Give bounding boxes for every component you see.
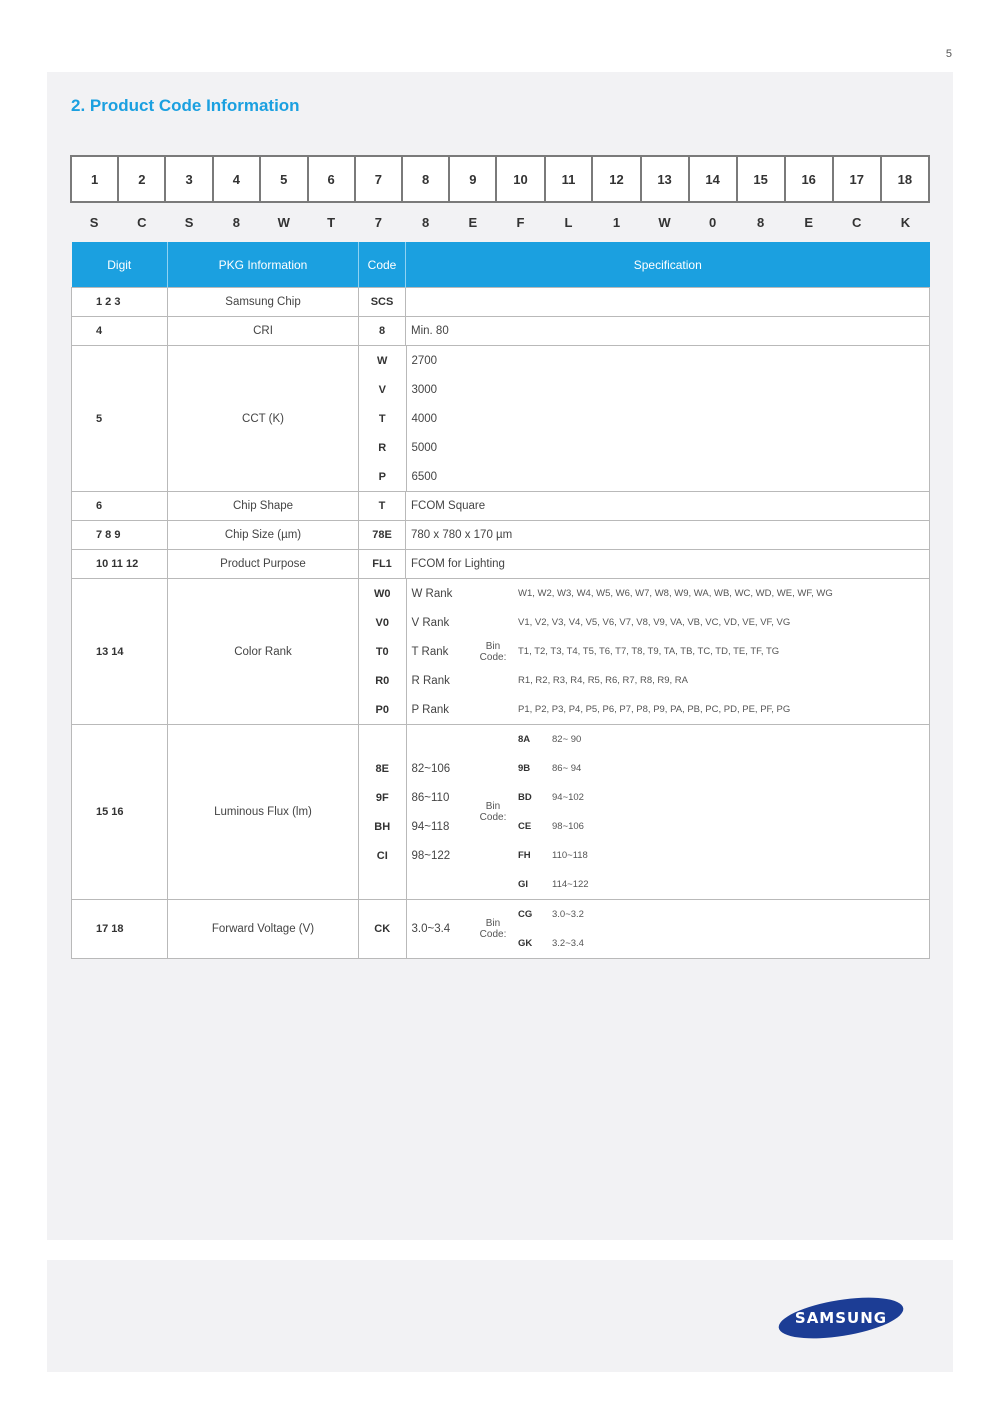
code-cell: T [359, 492, 406, 521]
rank-label: W Rank [406, 579, 468, 608]
code-letter: S [184, 214, 194, 230]
code-letter: K [900, 214, 911, 230]
code-cell: P0 [375, 703, 389, 716]
spec-cell: 5000 [406, 433, 929, 462]
digit-cell: 6 [72, 492, 168, 521]
table-row [72, 900, 930, 959]
bin-code-label: Bin Code: [479, 640, 507, 663]
digit-position: 14 [689, 155, 737, 203]
bin-code-label: Bin Code: [479, 918, 507, 940]
header-digit: Digit [72, 242, 168, 288]
code-cell: 8E [375, 762, 389, 775]
digit-grid [70, 155, 930, 241]
bin-range: 3.2~3.4 [552, 938, 584, 949]
spec-cell: 82~106 [406, 754, 468, 783]
digit-cell: 10 11 12 [72, 550, 168, 579]
table-row [72, 550, 930, 579]
code-letter: C [137, 214, 147, 230]
code-cell: R [378, 441, 387, 454]
info-cell: CCT (K) [168, 346, 359, 492]
spec-cell: 4000 [406, 404, 929, 433]
code-cell: R0 [375, 674, 390, 687]
digit-position: 17 [833, 155, 881, 203]
table-row [72, 288, 930, 317]
digit-position: 15 [737, 155, 785, 203]
digit-position: 7 [355, 155, 402, 203]
code-letter: 1 [612, 214, 621, 230]
code-letter: W [658, 214, 671, 230]
code-cell: P [378, 470, 386, 483]
spec-cell: Min. 80 [406, 317, 930, 346]
digit-cell: 4 [72, 317, 168, 346]
code-letter: E [804, 214, 814, 230]
code-cell: 8 [359, 317, 406, 346]
header-pkg-information: PKG Information [168, 242, 359, 288]
code-cell: 9F [375, 791, 389, 804]
bin-range: 110~118 [552, 850, 588, 861]
code-cell: SCS [359, 288, 406, 317]
bin-code-label: Bin Code: [479, 801, 507, 823]
section-title: 2. Product Code Information [71, 96, 300, 115]
spec-cell: 98~122 [406, 841, 468, 870]
rank-label: R Rank [406, 666, 468, 695]
spec-cell [406, 288, 930, 317]
rank-label: V Rank [406, 608, 468, 637]
digit-position: 8 [402, 155, 449, 203]
spec-cell: FCOM for Lighting [406, 550, 930, 579]
digit-position: 10 [496, 155, 544, 203]
bin-list: V1, V2, V3, V4, V5, V6, V7, V8, V9, VA, VB, VC, VD, VE, VF, VG [518, 617, 791, 628]
bin-list: W1, W2, W3, W4, W5, W6, W7, W8, W9, WA, WB, WC, WD, WE, WF, WG [518, 588, 833, 599]
bin-range: 98~106 [552, 821, 584, 832]
info-cell: Chip Size (µm) [168, 521, 359, 550]
digit-cell: 17 18 [72, 900, 168, 959]
color-rank-options [359, 579, 930, 725]
header-code: Code [359, 242, 406, 288]
table-row [72, 492, 930, 521]
table-row [72, 579, 930, 725]
code-letter: W [277, 214, 290, 230]
bin-range: 3.0~3.2 [552, 909, 584, 920]
code-cell: CK [374, 923, 391, 935]
digit-position: 9 [449, 155, 496, 203]
spec-cell: 3000 [406, 375, 929, 404]
bin-range: 114~122 [552, 879, 589, 890]
bin-list: R1, R2, R3, R4, R5, R6, R7, R8, R9, RA [518, 675, 689, 686]
digit-position: 11 [545, 155, 593, 203]
table-row [72, 317, 930, 346]
bin-range: 82~ 90 [552, 734, 582, 745]
digit-position: 5 [260, 155, 308, 203]
code-cell: 78E [359, 521, 406, 550]
code-cell: BH [374, 820, 391, 833]
code-letter: E [468, 214, 478, 230]
bin-code: GK [518, 938, 533, 949]
rank-label: T Rank [406, 637, 468, 666]
samsung-logo [777, 1296, 905, 1340]
code-letter: 8 [422, 214, 430, 230]
bin-code: GI [518, 879, 529, 890]
logo-text: SAMSUNG [794, 1309, 888, 1327]
code-letter: T [327, 214, 336, 230]
rank-label: P Rank [406, 695, 468, 724]
digit-position: 6 [308, 155, 355, 203]
code-cell: V [378, 383, 386, 396]
code-cell: CI [376, 849, 388, 862]
bin-code: FH [518, 850, 531, 861]
code-cell: V0 [375, 616, 389, 629]
bin-code: CE [518, 821, 532, 832]
code-letter: 8 [232, 214, 240, 230]
page-number: 5 [945, 48, 952, 60]
bin-range: 94~102 [552, 792, 584, 803]
bin-code: BD [518, 792, 532, 803]
digit-position: 13 [641, 155, 689, 203]
spec-cell: FCOM Square [406, 492, 930, 521]
bin-list: P1, P2, P3, P4, P5, P6, P7, P8, P9, PA, PB, PC, PD, PE, PF, PG [518, 704, 791, 715]
spec-cell: 2700 [406, 346, 929, 375]
code-cell: T0 [375, 645, 389, 658]
info-cell: Chip Shape [168, 492, 359, 521]
table-row [72, 725, 930, 900]
bin-code: 8A [518, 734, 531, 745]
info-cell: Color Rank [168, 579, 359, 725]
code-cell: W [377, 354, 388, 367]
code-letter: 7 [374, 214, 382, 230]
table-row [72, 521, 930, 550]
digit-cell: 7 8 9 [72, 521, 168, 550]
code-letter: C [852, 214, 862, 230]
code-letter: F [516, 214, 525, 230]
spec-cell: 780 x 780 x 170 µm [406, 521, 930, 550]
info-cell: Samsung Chip [168, 288, 359, 317]
digit-position: 16 [785, 155, 833, 203]
spec-cell: 6500 [406, 462, 929, 491]
info-cell: Product Purpose [168, 550, 359, 579]
forward-voltage-options [359, 900, 930, 959]
code-letter: L [564, 214, 573, 230]
product-code-table [71, 242, 930, 959]
code-cell: T [378, 412, 386, 425]
bin-code: CG [518, 909, 533, 920]
digit-position: 18 [881, 155, 930, 203]
cct-options [359, 346, 930, 492]
digit-cell: 5 [72, 346, 168, 492]
table-row [72, 346, 930, 492]
spec-cell: 3.0~3.4 [406, 900, 468, 958]
digit-cell: 1 2 3 [72, 288, 168, 317]
info-cell: Luminous Flux (lm) [168, 725, 359, 900]
header-specification: Specification [406, 242, 930, 288]
digit-cell: 13 14 [72, 579, 168, 725]
spec-cell: 86~110 [406, 783, 468, 812]
bin-code: 9B [518, 763, 531, 774]
code-letter: 8 [757, 214, 765, 230]
code-letter: 0 [708, 214, 717, 230]
bin-range: 86~ 94 [552, 763, 582, 774]
digit-position: 3 [165, 155, 212, 203]
digit-cell: 15 16 [72, 725, 168, 900]
code-letter: S [89, 214, 99, 230]
bin-list: T1, T2, T3, T4, T5, T6, T7, T8, T9, TA, TB, TC, TD, TE, TF, TG [518, 646, 780, 657]
digit-position: 2 [118, 155, 165, 203]
digit-position: 1 [70, 155, 118, 203]
info-cell: Forward Voltage (V) [168, 900, 359, 959]
info-cell: CRI [168, 317, 359, 346]
code-cell: FL1 [359, 550, 406, 579]
digit-position: 4 [213, 155, 260, 203]
spec-cell: 94~118 [406, 812, 468, 841]
code-cell: W0 [374, 587, 391, 600]
digit-position: 12 [592, 155, 640, 203]
luminous-flux-options [359, 725, 930, 900]
